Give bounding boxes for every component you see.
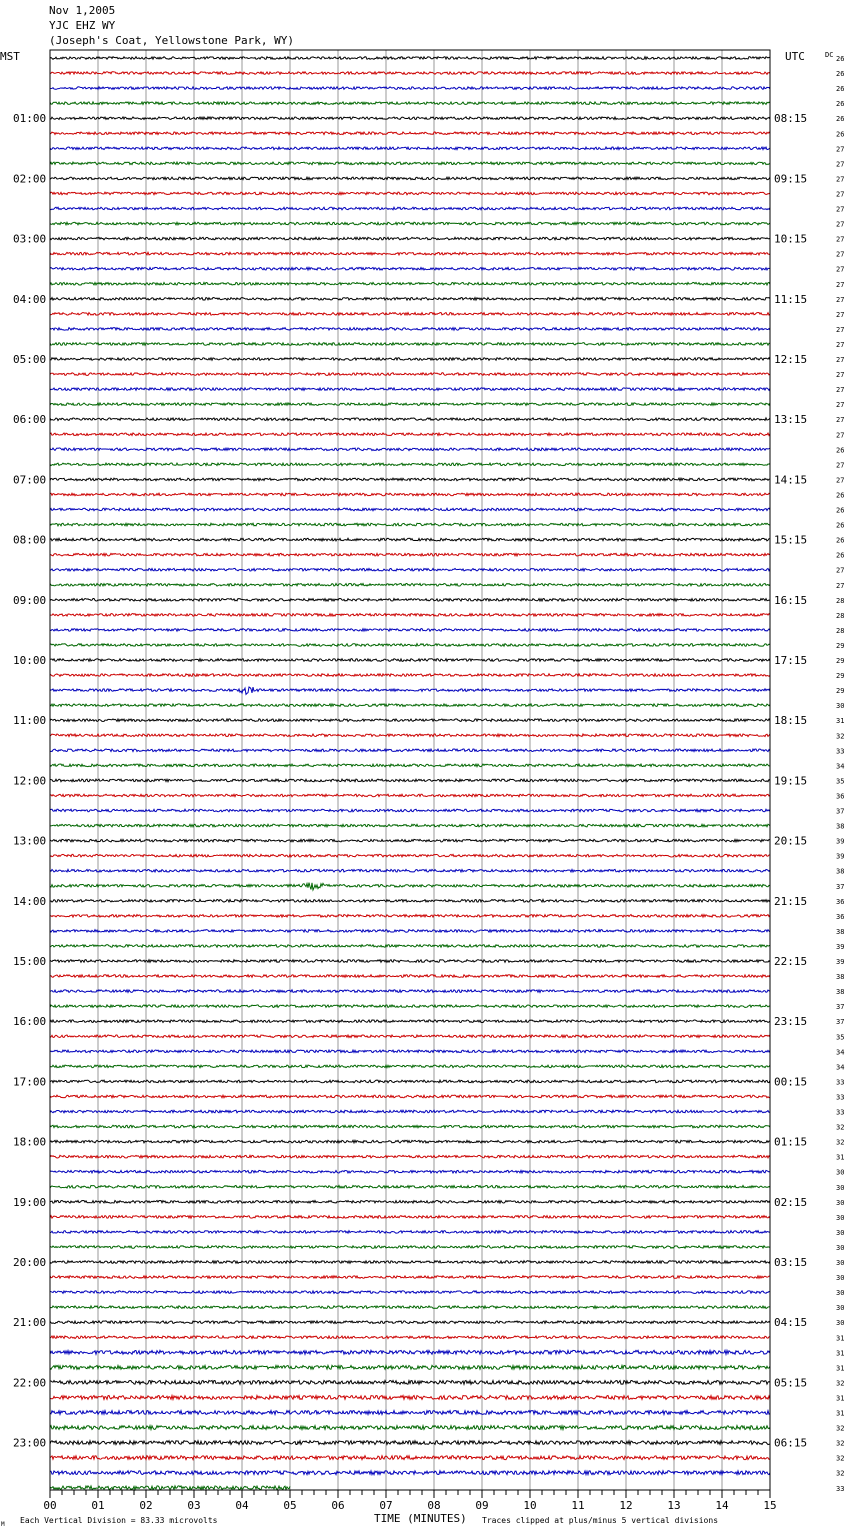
right-hour-label: 20:15 xyxy=(774,834,808,848)
dc-offset-label: 39 xyxy=(836,837,845,846)
trace-row xyxy=(50,313,770,316)
trace-row xyxy=(50,1170,770,1173)
right-hour-label: 08:15 xyxy=(774,112,808,126)
trace-row xyxy=(50,222,770,225)
trace-row xyxy=(50,343,770,346)
dc-offset-label: 27 xyxy=(836,461,845,470)
trace-row xyxy=(50,975,770,978)
right-hour-label: 05:15 xyxy=(774,1376,808,1390)
trace-row xyxy=(50,298,770,301)
x-axis-title: TIME (MINUTES) xyxy=(374,1512,467,1525)
x-tick-label: 01 xyxy=(91,1499,105,1512)
dc-offset-label: 26 xyxy=(836,536,845,545)
right-hour-label: 11:15 xyxy=(774,292,808,306)
trace-row xyxy=(50,1110,770,1113)
trace-row xyxy=(50,538,770,541)
dc-offset-label: 29 xyxy=(836,657,845,665)
trace-row xyxy=(50,207,770,210)
left-hour-label: 20:00 xyxy=(13,1256,47,1269)
trace-row xyxy=(50,1140,770,1143)
right-hour-label: 10:15 xyxy=(774,232,808,246)
left-timezone-label: MST xyxy=(0,50,20,63)
dc-offset-label: 31 xyxy=(836,1409,845,1418)
dc-offset-label: 29 xyxy=(836,687,845,696)
dc-offset-label: 32 xyxy=(836,1424,845,1433)
trace-row xyxy=(50,328,770,331)
trace-row xyxy=(50,687,770,694)
dc-offset-label: 26 xyxy=(836,521,845,530)
trace-row xyxy=(50,824,770,827)
trace-row xyxy=(50,267,770,270)
trace-row xyxy=(50,1201,770,1204)
left-hour-label: 22:00 xyxy=(13,1376,47,1390)
dc-offset-label: 26 xyxy=(836,506,845,515)
dc-offset-label: 31 xyxy=(836,1334,845,1343)
trace-row xyxy=(50,839,770,842)
dc-offset-label: 27 xyxy=(836,356,845,364)
dc-offset-label: 31 xyxy=(836,1364,845,1373)
right-hour-label: 04:15 xyxy=(774,1316,808,1330)
right-hour-label: 22:15 xyxy=(774,955,808,968)
dc-offset-label: 37 xyxy=(836,1003,845,1012)
dc-offset-label: 27 xyxy=(836,371,845,380)
trace-row xyxy=(50,1441,770,1445)
dc-offset-label: 38 xyxy=(836,927,845,936)
dc-offset-label: 27 xyxy=(836,386,845,395)
trace-row xyxy=(50,433,770,436)
dc-offset-label: 39 xyxy=(836,958,845,966)
dc-offset-label: 39 xyxy=(836,942,845,951)
dc-label: DC xyxy=(825,51,834,59)
dc-offset-label: 38 xyxy=(836,973,845,982)
left-hour-label: 18:00 xyxy=(13,1135,47,1149)
trace-row xyxy=(50,1005,770,1008)
trace-row xyxy=(50,704,770,707)
dc-offset-label: 26 xyxy=(836,446,845,455)
trace-row xyxy=(50,493,770,496)
trace-row xyxy=(50,1050,770,1053)
dc-offset-label: 27 xyxy=(836,476,845,485)
trace-row xyxy=(50,388,770,391)
trace-row xyxy=(50,403,770,406)
left-hour-label: 10:00 xyxy=(13,654,47,667)
dc-offset-label: 27 xyxy=(836,235,845,244)
x-tick-label: 10 xyxy=(523,1499,537,1512)
left-hour-label: 15:00 xyxy=(13,955,47,968)
trace-row xyxy=(50,900,770,903)
trace-row xyxy=(50,177,770,180)
trace-row xyxy=(50,1231,770,1234)
left-hour-label: 08:00 xyxy=(13,533,47,547)
trace-row xyxy=(50,990,770,993)
trace-row xyxy=(50,162,770,165)
trace-row xyxy=(50,945,770,948)
trace-row xyxy=(50,147,770,150)
trace-row xyxy=(50,599,770,602)
trace-row xyxy=(50,1321,770,1324)
dc-offset-label: 32 xyxy=(836,1379,845,1388)
left-hour-label: 03:00 xyxy=(13,232,47,246)
left-hour-label: 19:00 xyxy=(13,1195,47,1209)
trace-row xyxy=(50,794,770,797)
right-hour-label: 18:15 xyxy=(774,714,808,728)
trace-row xyxy=(50,883,770,890)
plot-frame xyxy=(50,50,770,1490)
x-tick-label: 09 xyxy=(475,1499,489,1512)
dc-offset-label: 30 xyxy=(836,1289,845,1298)
trace-row xyxy=(50,1095,770,1098)
dc-offset-label: 30 xyxy=(836,1168,845,1177)
dc-offset-label: 31 xyxy=(836,1153,845,1162)
dc-offset-label: 34 xyxy=(836,762,845,771)
trace-row xyxy=(50,1306,770,1309)
right-hour-label: 12:15 xyxy=(774,353,808,366)
dc-offset-label: 33 xyxy=(836,1108,845,1117)
dc-offset-label: 34 xyxy=(836,1063,845,1072)
dc-offset-label: 27 xyxy=(836,581,845,590)
trace-row xyxy=(50,102,770,105)
dc-offset-label: 38 xyxy=(836,867,845,876)
trace-row xyxy=(50,1065,770,1068)
trace-row xyxy=(50,1411,770,1415)
trace-layer xyxy=(50,57,770,1490)
left-hour-label: 04:00 xyxy=(13,292,47,306)
dc-offset-label: 35 xyxy=(836,777,845,786)
trace-row xyxy=(50,734,770,737)
dc-offset-label: 27 xyxy=(836,431,845,440)
dc-offset-label: 38 xyxy=(836,822,845,831)
dc-offset-label: 36 xyxy=(836,792,845,801)
dc-offset-label: 27 xyxy=(836,280,845,289)
x-tick-label: 05 xyxy=(283,1499,297,1512)
dc-offset-label: 37 xyxy=(836,807,845,816)
right-hour-label: 16:15 xyxy=(774,593,808,607)
trace-row xyxy=(50,373,770,376)
x-tick-label: 14 xyxy=(715,1499,729,1512)
trace-row xyxy=(50,57,770,60)
dc-offset-label: 27 xyxy=(836,310,845,319)
right-hour-label: 00:15 xyxy=(774,1075,808,1089)
grid-layer xyxy=(98,50,722,1490)
left-hour-label: 01:00 xyxy=(13,112,47,126)
left-hour-label: 21:00 xyxy=(13,1316,47,1330)
dc-offset-label: 27 xyxy=(836,340,845,349)
trace-row xyxy=(50,779,770,782)
x-tick-label: 08 xyxy=(427,1499,441,1512)
header-location: (Joseph's Coat, Yellowstone Park, WY) xyxy=(49,34,295,47)
dc-offset-label: 27 xyxy=(836,175,845,184)
dc-offset-label: 30 xyxy=(836,1304,845,1313)
trace-row xyxy=(50,1276,770,1279)
dc-offset-label: 30 xyxy=(836,1213,845,1222)
trace-row xyxy=(50,764,770,767)
dc-offset-label: 26 xyxy=(836,551,845,560)
dc-offset-label: 27 xyxy=(836,325,845,334)
trace-row xyxy=(50,1155,770,1158)
trace-row xyxy=(50,1426,770,1430)
trace-row xyxy=(50,508,770,511)
trace-row xyxy=(50,1125,770,1128)
left-hour-label: 05:00 xyxy=(13,353,47,366)
trace-row xyxy=(50,1456,770,1460)
dc-offset-label: 27 xyxy=(836,295,845,304)
trace-row xyxy=(50,629,770,632)
x-tick-label: 04 xyxy=(235,1499,249,1512)
right-hour-label: 15:15 xyxy=(774,533,808,547)
dc-offset-label: 30 xyxy=(836,1319,845,1328)
trace-row xyxy=(50,1365,770,1369)
dc-offset-label: 35 xyxy=(836,1033,845,1042)
dc-offset-label: 27 xyxy=(836,566,845,575)
dc-offset-label: 31 xyxy=(836,717,845,726)
dc-offset-label: 26 xyxy=(836,100,845,109)
left-hour-label: 17:00 xyxy=(13,1075,47,1089)
trace-row xyxy=(50,192,770,195)
trace-row xyxy=(50,1261,770,1264)
dc-offset-label: 29 xyxy=(836,641,845,650)
trace-row xyxy=(50,463,770,466)
trace-row xyxy=(50,1380,770,1384)
dc-offset-label: 37 xyxy=(836,1018,845,1027)
right-hour-label: 13:15 xyxy=(774,413,808,427)
dc-offset-label: 32 xyxy=(836,1439,845,1448)
left-hour-label: 06:00 xyxy=(13,413,47,427)
trace-row xyxy=(50,869,770,872)
dc-offset-label: 27 xyxy=(836,401,845,410)
dc-offset-label: 28 xyxy=(836,611,845,620)
trace-row xyxy=(50,1035,770,1038)
trace-row xyxy=(50,1246,770,1249)
trace-row xyxy=(50,1020,770,1023)
dc-offset-label: 30 xyxy=(836,1198,845,1207)
dc-offset-label: 30 xyxy=(836,702,845,711)
dc-offset-label: 27 xyxy=(836,190,845,199)
dc-offset-label: 33 xyxy=(836,747,845,756)
trace-row xyxy=(50,960,770,963)
left-hour-label: 16:00 xyxy=(13,1015,47,1029)
left-hour-label: 14:00 xyxy=(13,894,47,908)
header-station: YJC EHZ WY xyxy=(49,19,116,32)
dc-offset-label: 27 xyxy=(836,220,845,229)
dc-offset-label: 34 xyxy=(836,1048,845,1057)
dc-offset-label: 26 xyxy=(836,55,845,63)
dc-offset-label: 27 xyxy=(836,145,845,154)
trace-row xyxy=(50,252,770,255)
trace-row xyxy=(50,1216,770,1219)
dc-offset-label: 26 xyxy=(836,85,845,94)
right-hour-label: 02:15 xyxy=(774,1195,808,1209)
dc-offset-label: 36 xyxy=(836,912,845,921)
right-hour-label: 19:15 xyxy=(774,774,808,788)
trace-row xyxy=(50,719,770,722)
dc-offset-label: 27 xyxy=(836,250,845,259)
trace-row xyxy=(50,1396,770,1400)
dc-offset-label: 26 xyxy=(836,491,845,500)
trace-row xyxy=(50,854,770,857)
trace-row xyxy=(50,448,770,451)
dc-offset-label: 32 xyxy=(836,1138,845,1147)
trace-row xyxy=(50,1336,770,1339)
dc-offset-label: 27 xyxy=(836,265,845,274)
dc-offset-label: 27 xyxy=(836,416,845,425)
right-hour-label: 14:15 xyxy=(774,473,808,487)
trace-row xyxy=(50,644,770,647)
right-hour-label: 09:15 xyxy=(774,172,808,186)
corner-mark: M xyxy=(1,1521,5,1528)
dc-offset-label: 32 xyxy=(836,1454,845,1463)
trace-row xyxy=(50,87,770,90)
dc-offset-label: 27 xyxy=(836,205,845,214)
scale-note: Each Vertical Division = 83.33 microvolts xyxy=(20,1516,218,1525)
left-hour-label: 11:00 xyxy=(13,714,47,728)
trace-row xyxy=(50,568,770,571)
right-hour-label: 01:15 xyxy=(774,1135,808,1149)
dc-offset-label: 27 xyxy=(836,160,845,169)
trace-row xyxy=(50,282,770,285)
trace-row xyxy=(50,674,770,677)
right-hour-label: 21:15 xyxy=(774,894,808,908)
dc-offset-label: 32 xyxy=(836,732,845,741)
left-hour-label: 07:00 xyxy=(13,473,47,487)
right-hour-label: 03:15 xyxy=(774,1256,808,1269)
dc-offset-label: 30 xyxy=(836,1243,845,1252)
x-tick-label: 13 xyxy=(667,1499,681,1512)
header-date: Nov 1,2005 xyxy=(49,4,116,17)
dc-offset-label: 31 xyxy=(836,1349,845,1358)
dc-offset-label: 29 xyxy=(836,672,845,681)
dc-offset-label: 37 xyxy=(836,882,845,891)
dc-offset-label: 32 xyxy=(836,1469,845,1478)
dc-offset-label: 32 xyxy=(836,1123,845,1132)
trace-row xyxy=(50,553,770,556)
x-tick-label: 02 xyxy=(139,1499,153,1512)
trace-row xyxy=(50,614,770,617)
trace-row xyxy=(50,237,770,240)
label-layer xyxy=(13,55,844,1512)
left-hour-label: 02:00 xyxy=(13,172,47,186)
trace-row xyxy=(50,1471,770,1475)
trace-row xyxy=(50,72,770,75)
x-tick-label: 12 xyxy=(619,1499,633,1512)
x-tick-label: 07 xyxy=(379,1499,393,1512)
dc-offset-label: 28 xyxy=(836,596,845,605)
trace-row xyxy=(50,1185,770,1188)
x-tick-label: 06 xyxy=(331,1499,345,1512)
right-hour-label: 23:15 xyxy=(774,1015,808,1029)
dc-offset-label: 36 xyxy=(836,897,845,906)
x-tick-label: 00 xyxy=(43,1499,57,1512)
trace-row xyxy=(50,1486,290,1490)
dc-offset-label: 26 xyxy=(836,130,845,139)
right-hour-label: 06:15 xyxy=(774,1436,808,1450)
dc-offset-label: 30 xyxy=(836,1228,845,1237)
trace-row xyxy=(50,1350,770,1354)
dc-offset-label: 33 xyxy=(836,1093,845,1102)
trace-row xyxy=(50,930,770,933)
dc-offset-label: 31 xyxy=(836,1394,845,1403)
clip-note: Traces clipped at plus/minus 5 vertical divisions xyxy=(482,1516,719,1525)
dc-offset-label: 26 xyxy=(836,115,845,124)
left-hour-label: 23:00 xyxy=(13,1436,47,1450)
trace-row xyxy=(50,915,770,918)
trace-row xyxy=(50,583,770,586)
dc-offset-label: 33 xyxy=(836,1078,845,1087)
right-timezone-label: UTC xyxy=(785,50,805,63)
dc-offset-label: 39 xyxy=(836,852,845,861)
trace-row xyxy=(50,749,770,752)
x-tick-label: 11 xyxy=(571,1499,585,1512)
dc-offset-label: 33 xyxy=(836,1484,845,1493)
trace-row xyxy=(50,659,770,662)
right-hour-label: 17:15 xyxy=(774,654,808,667)
dc-offset-label: 26 xyxy=(836,70,845,79)
x-tick-label: 15 xyxy=(763,1499,777,1512)
dc-offset-label: 28 xyxy=(836,626,845,635)
left-hour-label: 12:00 xyxy=(13,774,47,788)
dc-offset-label: 30 xyxy=(836,1274,845,1283)
dc-offset-label: 30 xyxy=(836,1259,845,1267)
trace-row xyxy=(50,809,770,812)
trace-row xyxy=(50,1291,770,1294)
trace-row xyxy=(50,132,770,135)
left-hour-label: 13:00 xyxy=(13,834,47,848)
trace-row xyxy=(50,1080,770,1083)
x-tick-label: 03 xyxy=(187,1499,201,1512)
trace-row xyxy=(50,478,770,481)
left-hour-label: 09:00 xyxy=(13,593,47,607)
trace-row xyxy=(50,418,770,421)
trace-row xyxy=(50,117,770,120)
trace-row xyxy=(50,523,770,526)
dc-offset-label: 38 xyxy=(836,988,845,997)
trace-row xyxy=(50,358,770,361)
dc-offset-label: 30 xyxy=(836,1183,845,1192)
